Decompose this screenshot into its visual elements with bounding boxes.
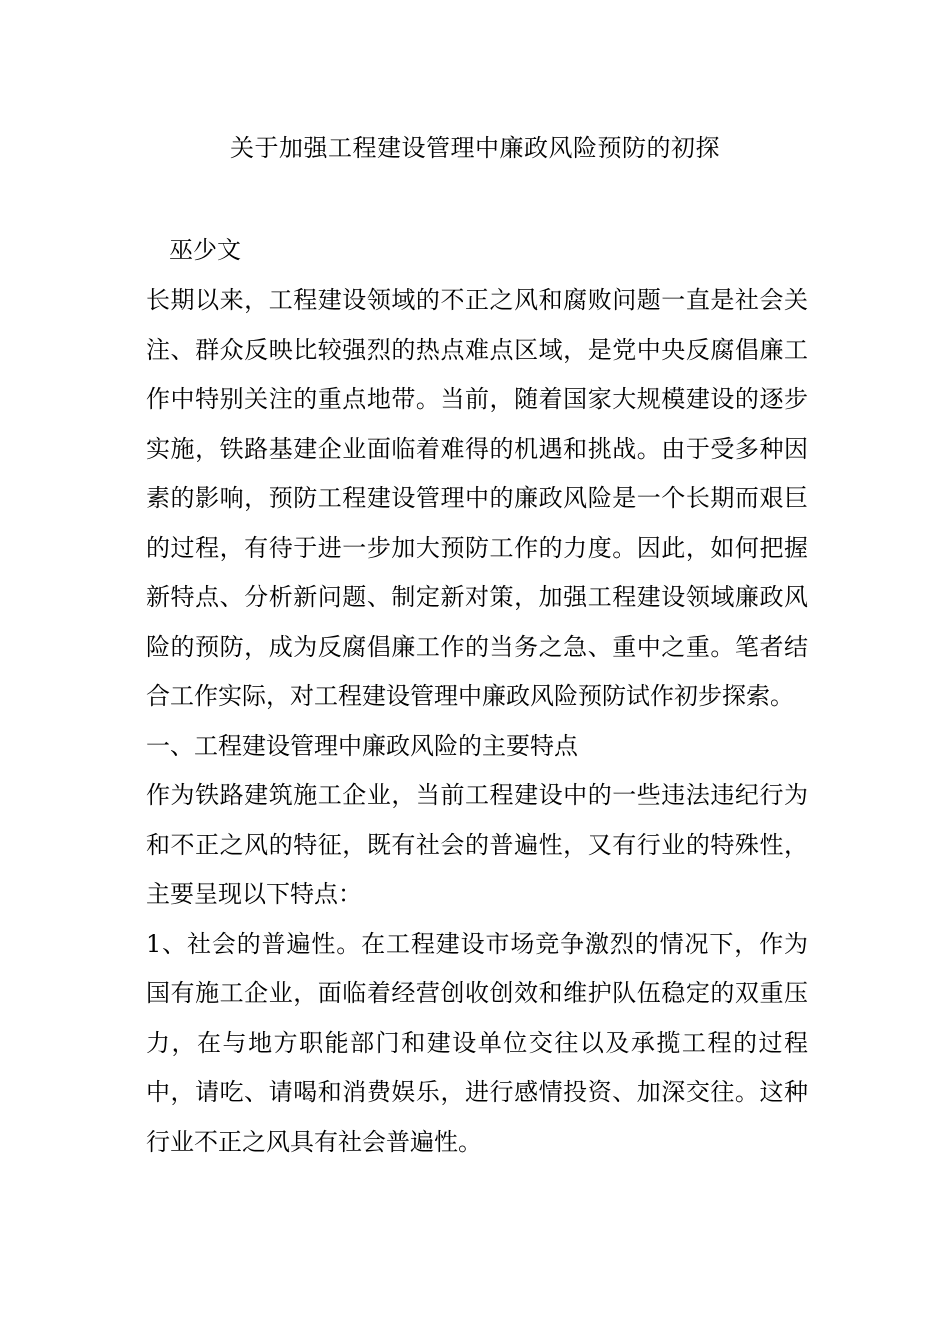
paragraph-intro: 长期以来，工程建设领域的不正之风和腐败问题一直是社会关注、群众反映比较强烈的热点难点区域，是党中央反腐倡廉工作中特别关注的重点地带。当前，随着国家大规模建设的逐步实施，铁路基建企业面临着难得的机遇和挑战。由于受多种因素的影响，预防工程建设管理中的廉政风险是一个长期而艰巨的过程，有待于进一步加大预防工作的力度。因此，如何把握新特点、分析新问题、制定新对策，加强工程建设领域廉政风险的预防，成为反腐倡廉工作的当务之急、重中之重。笔者结合工作实际，对工程建设管理中廉政风险预防试作初步探索。 <box>146 286 808 710</box>
document-title: 关于加强工程建设管理中廉政风险预防的初探 <box>230 134 720 162</box>
document-author: 巫少文 <box>169 236 241 264</box>
document-body <box>146 276 808 1167</box>
paragraph-point-1: 1、社会的普遍性。在工程建设市场竞争激烈的情况下，作为国有施工企业，面临着经营创收创效和维护队伍稳定的双重压力，在与地方职能部门和建设单位交往以及承揽工程的过程中，请吃、请喝和消费娱乐，进行感情投资、加深交往。这种行业不正之风具有社会普遍性。 <box>146 929 808 1156</box>
section-heading: 一、工程建设管理中廉政风险的主要特点 <box>146 731 578 760</box>
paragraph-section-intro: 作为铁路建筑施工企业，当前工程建设中的一些违法违纪行为和不正之风的特征，既有社会的普遍性，又有行业的特殊性，主要呈现以下特点： <box>146 781 808 908</box>
